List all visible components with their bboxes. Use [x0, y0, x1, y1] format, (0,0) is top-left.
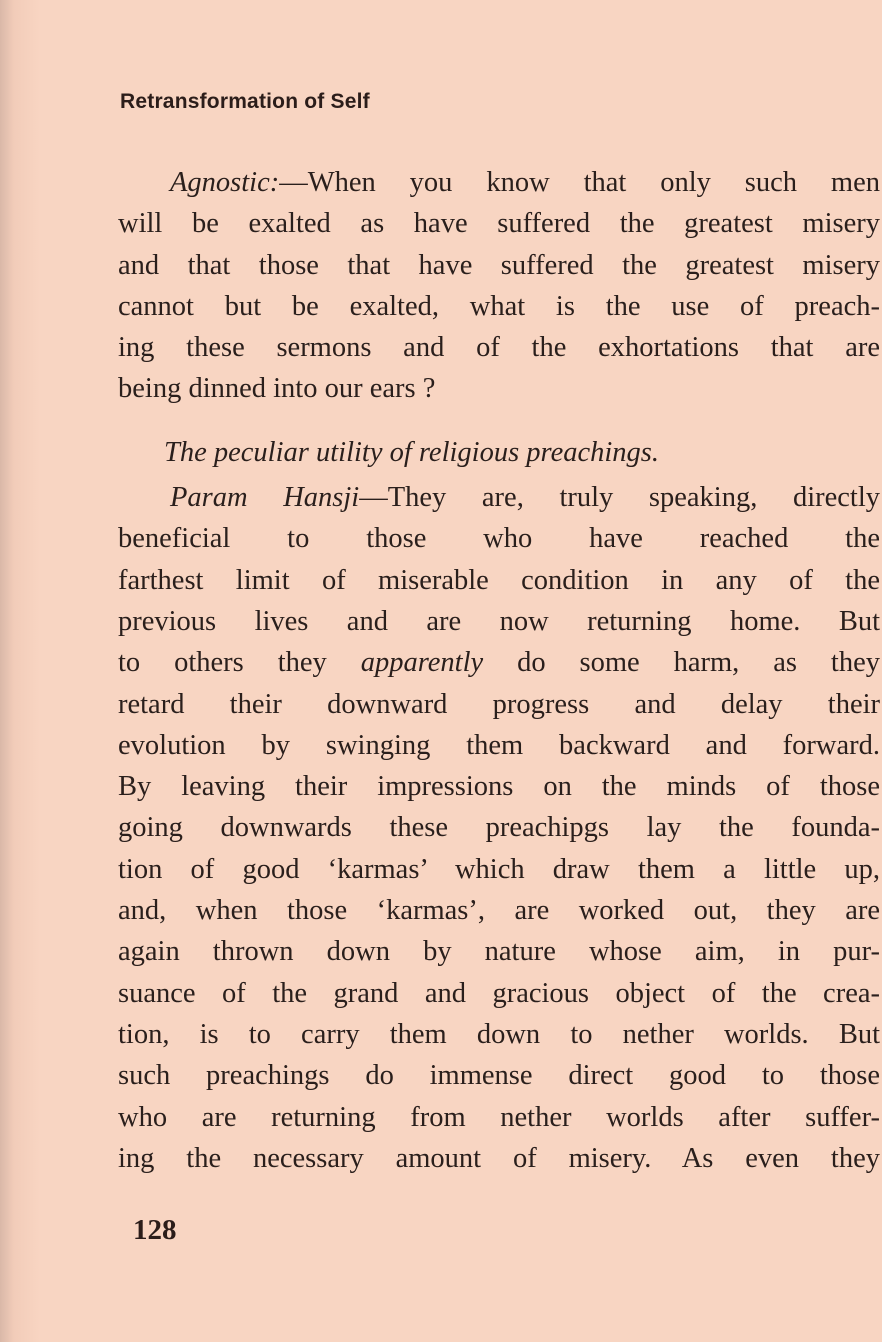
page-number: 128	[133, 1214, 177, 1246]
paragraph-2-line-12: again thrown down by nature whose aim, in pur-	[118, 936, 880, 968]
paragraph-2-line-10: tion of good ‘karmas’ which draw them a little up,	[118, 853, 880, 885]
running-head: Retransformation of Self	[120, 90, 370, 113]
paragraph-2-line-3: farthest limit of miserable condition in any of the	[118, 564, 880, 596]
paragraph-1-line-6: being dinned into our ears ?	[118, 373, 436, 405]
paragraph-2-line-1	[118, 477, 880, 518]
line-5-post: do some harm, as they	[483, 647, 880, 679]
speaker-param-hansji: Param Hansji	[170, 482, 360, 514]
paragraph-2-line-14: tion, is to carry them down to nether worlds. But	[118, 1018, 880, 1050]
paragraph-1-line-1	[118, 162, 880, 203]
line-5-pre: to others they	[118, 647, 361, 679]
paragraph-2-line-8: By leaving their impressions on the minds of those	[118, 771, 880, 803]
paragraph-1-line-4: cannot but be exalted, what is the use of preach-	[118, 290, 880, 322]
paragraph-1-line-5: ing these sermons and of the exhortations that are	[118, 332, 880, 364]
paragraph-2-line-7: evolution by swinging them backward and forward.	[118, 729, 880, 761]
paragraph-2-line-16: who are returning from nether worlds after suffer-	[118, 1101, 880, 1133]
paragraph-2-line-17: ing the necessary amount of misery. As even they	[118, 1142, 880, 1174]
section-heading: The peculiar utility of religious preachings.	[164, 436, 660, 468]
emphasis-apparently: apparently	[360, 647, 484, 679]
paragraph-1-line-3: and that those that have suffered the greatest misery	[118, 249, 880, 281]
paragraph-2-line-1-text: —They are, truly speaking, directly	[359, 482, 880, 514]
paragraph-2-line-15: such preachings do immense direct good to those	[118, 1060, 880, 1092]
paragraph-1-line-2: will be exalted as have suffered the greatest misery	[118, 208, 880, 240]
page-body	[118, 162, 880, 1179]
paragraph-1-line-1-text: —When you know that only such men	[279, 167, 880, 198]
paragraph-2-line-9: going downwards these preachipgs lay the founda-	[118, 812, 880, 844]
paragraph-2-line-2: beneficial to those who have reached the	[118, 523, 880, 555]
paragraph-2-line-13: suance of the grand and gracious object of the crea-	[118, 977, 880, 1009]
paragraph-2-line-5	[118, 642, 880, 683]
speaker-agnostic: Agnostic:	[170, 167, 280, 198]
paragraph-2-line-4: previous lives and are now returning home. But	[118, 605, 880, 637]
paragraph-2-line-11: and, when those ‘karmas’, are worked out, they are	[118, 895, 880, 927]
paragraph-2-line-6: retard their downward progress and delay their	[118, 688, 880, 720]
